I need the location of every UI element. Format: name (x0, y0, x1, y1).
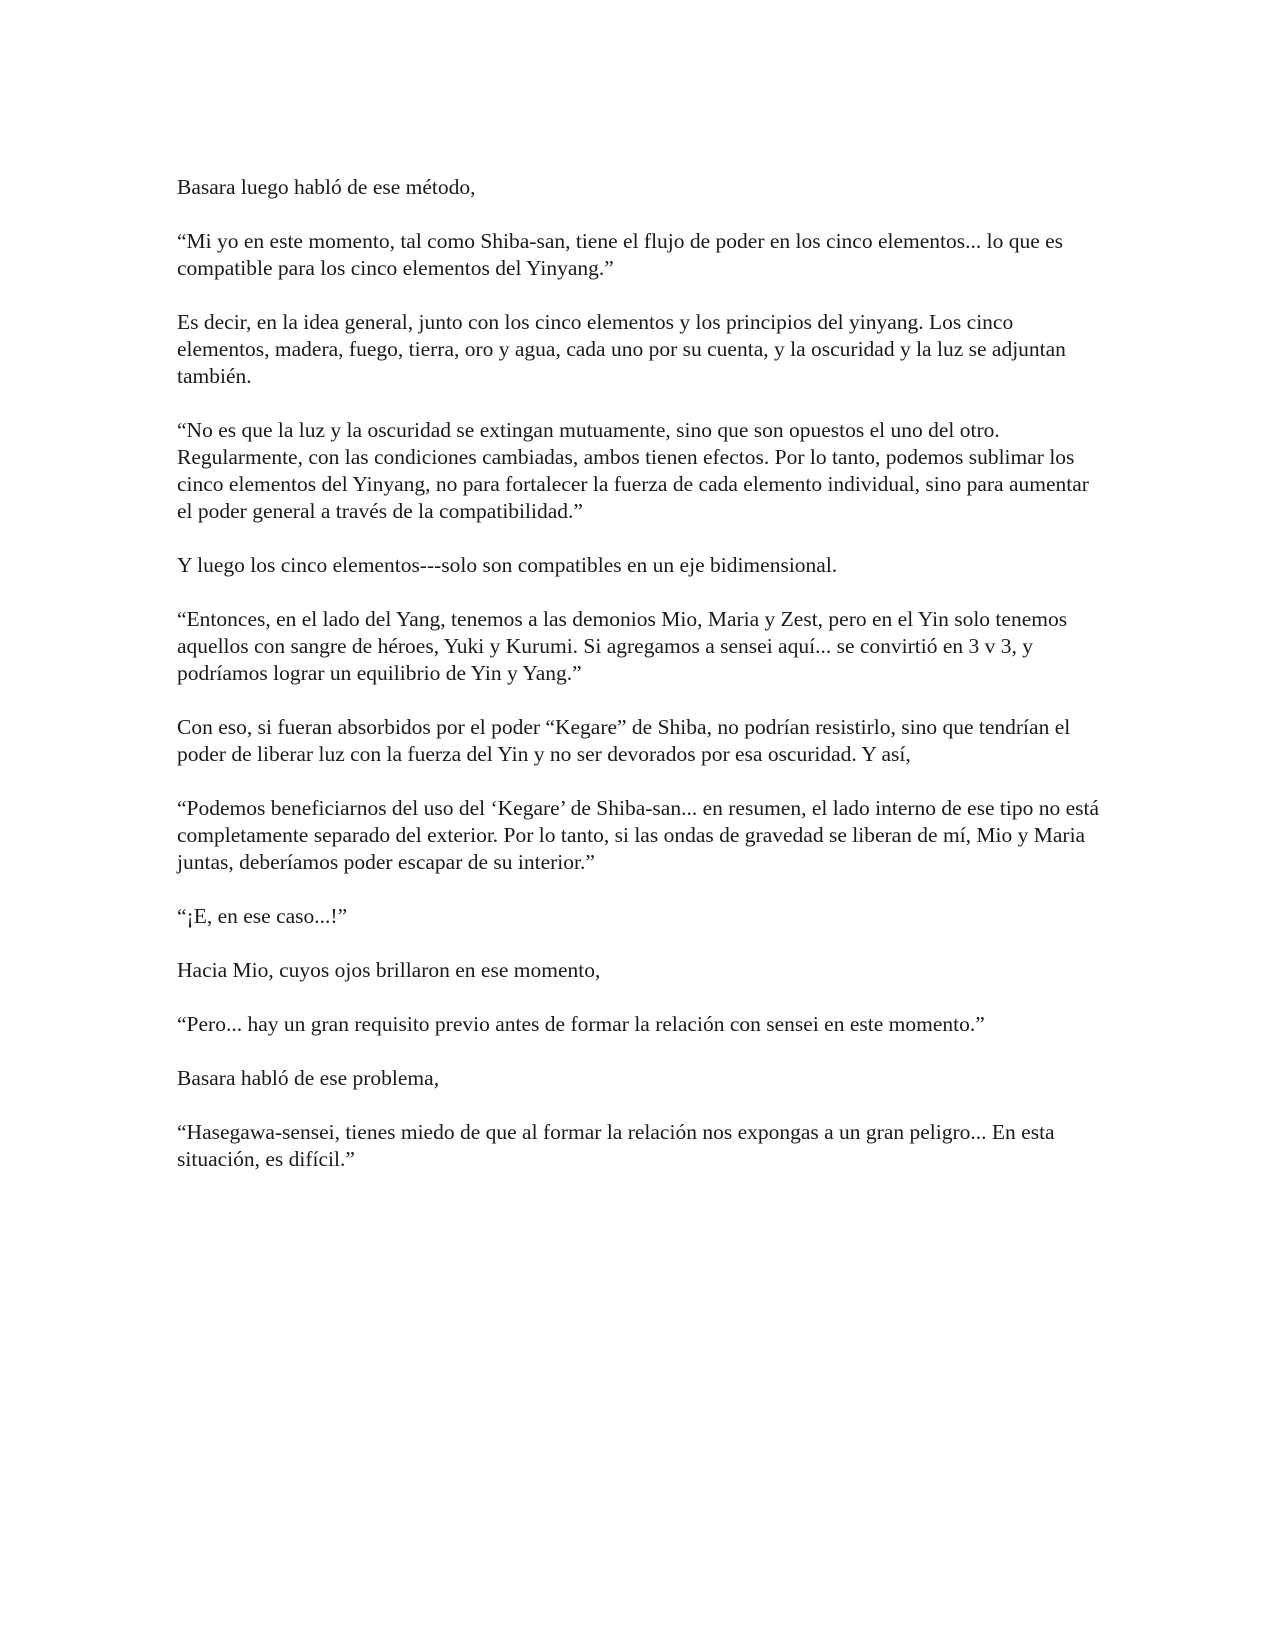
paragraph: Con eso, si fueran absorbidos por el poder “Kegare” de Shiba, no podrían resistirlo, sino que tendrían el poder de liberar luz con la fuerza del Yin y no ser devorados por esa oscuridad. Y así, (177, 715, 1071, 766)
paragraph: “Hasegawa-sensei, tienes miedo de que al formar la relación nos expongas a un gran peligro... En esta situación, es difícil.” (177, 1120, 1055, 1171)
document-body (177, 174, 1107, 1200)
paragraph: “Mi yo en este momento, tal como Shiba-san, tiene el flujo de poder en los cinco elementos... lo que es compatible para los cinco elementos del Yinyang.” (177, 229, 1064, 280)
paragraph: “No es que la luz y la oscuridad se extingan mutuamente, sino que son opuestos el uno del otro. Regularmente, con las condiciones cambiadas, ambos tienen efectos. Por lo tanto, podemos sublimar los cinco elementos del Yinyang, no para fortalecer la fuerza de cada elemento individual, sino para aumentar el poder general a través de la compatibilidad.” (177, 418, 1089, 523)
paragraph: Basara habló de ese problema, (177, 1066, 440, 1090)
paragraph: “¡E, en ese caso...!” (177, 904, 348, 928)
paragraph: Y luego los cinco elementos---solo son compatibles en un eje bidimensional. (177, 553, 838, 577)
paragraph: “Pero... hay un gran requisito previo antes de formar la relación con sensei en este momento.” (177, 1012, 985, 1036)
paragraph: “Podemos beneficiarnos del uso del ‘Kegare’ de Shiba-san... en resumen, el lado interno de ese tipo no está completamente separado del exterior. Por lo tanto, si las ondas de gravedad se liberan de mí, Mio y Maria juntas, deberíamos poder escapar de su interior.” (177, 796, 1100, 874)
paragraph: Es decir, en la idea general, junto con los cinco elementos y los principios del yinyang. Los cinco elementos, madera, fuego, tierra, oro y agua, cada uno por su cuenta, y la oscuridad y la luz se adjuntan también. (177, 310, 1066, 388)
paragraph: Hacia Mio, cuyos ojos brillaron en ese momento, (177, 958, 601, 982)
paragraph: “Entonces, en el lado del Yang, tenemos a las demonios Mio, Maria y Zest, pero en el Yin solo tenemos aquellos con sangre de héroes, Yuki y Kurumi. Si agregamos a sensei aquí... se convirtió en 3 v 3, y podríamos lograr un equilibrio de Yin y Yang.” (177, 607, 1068, 685)
paragraph: Basara luego habló de ese método, (177, 175, 476, 199)
